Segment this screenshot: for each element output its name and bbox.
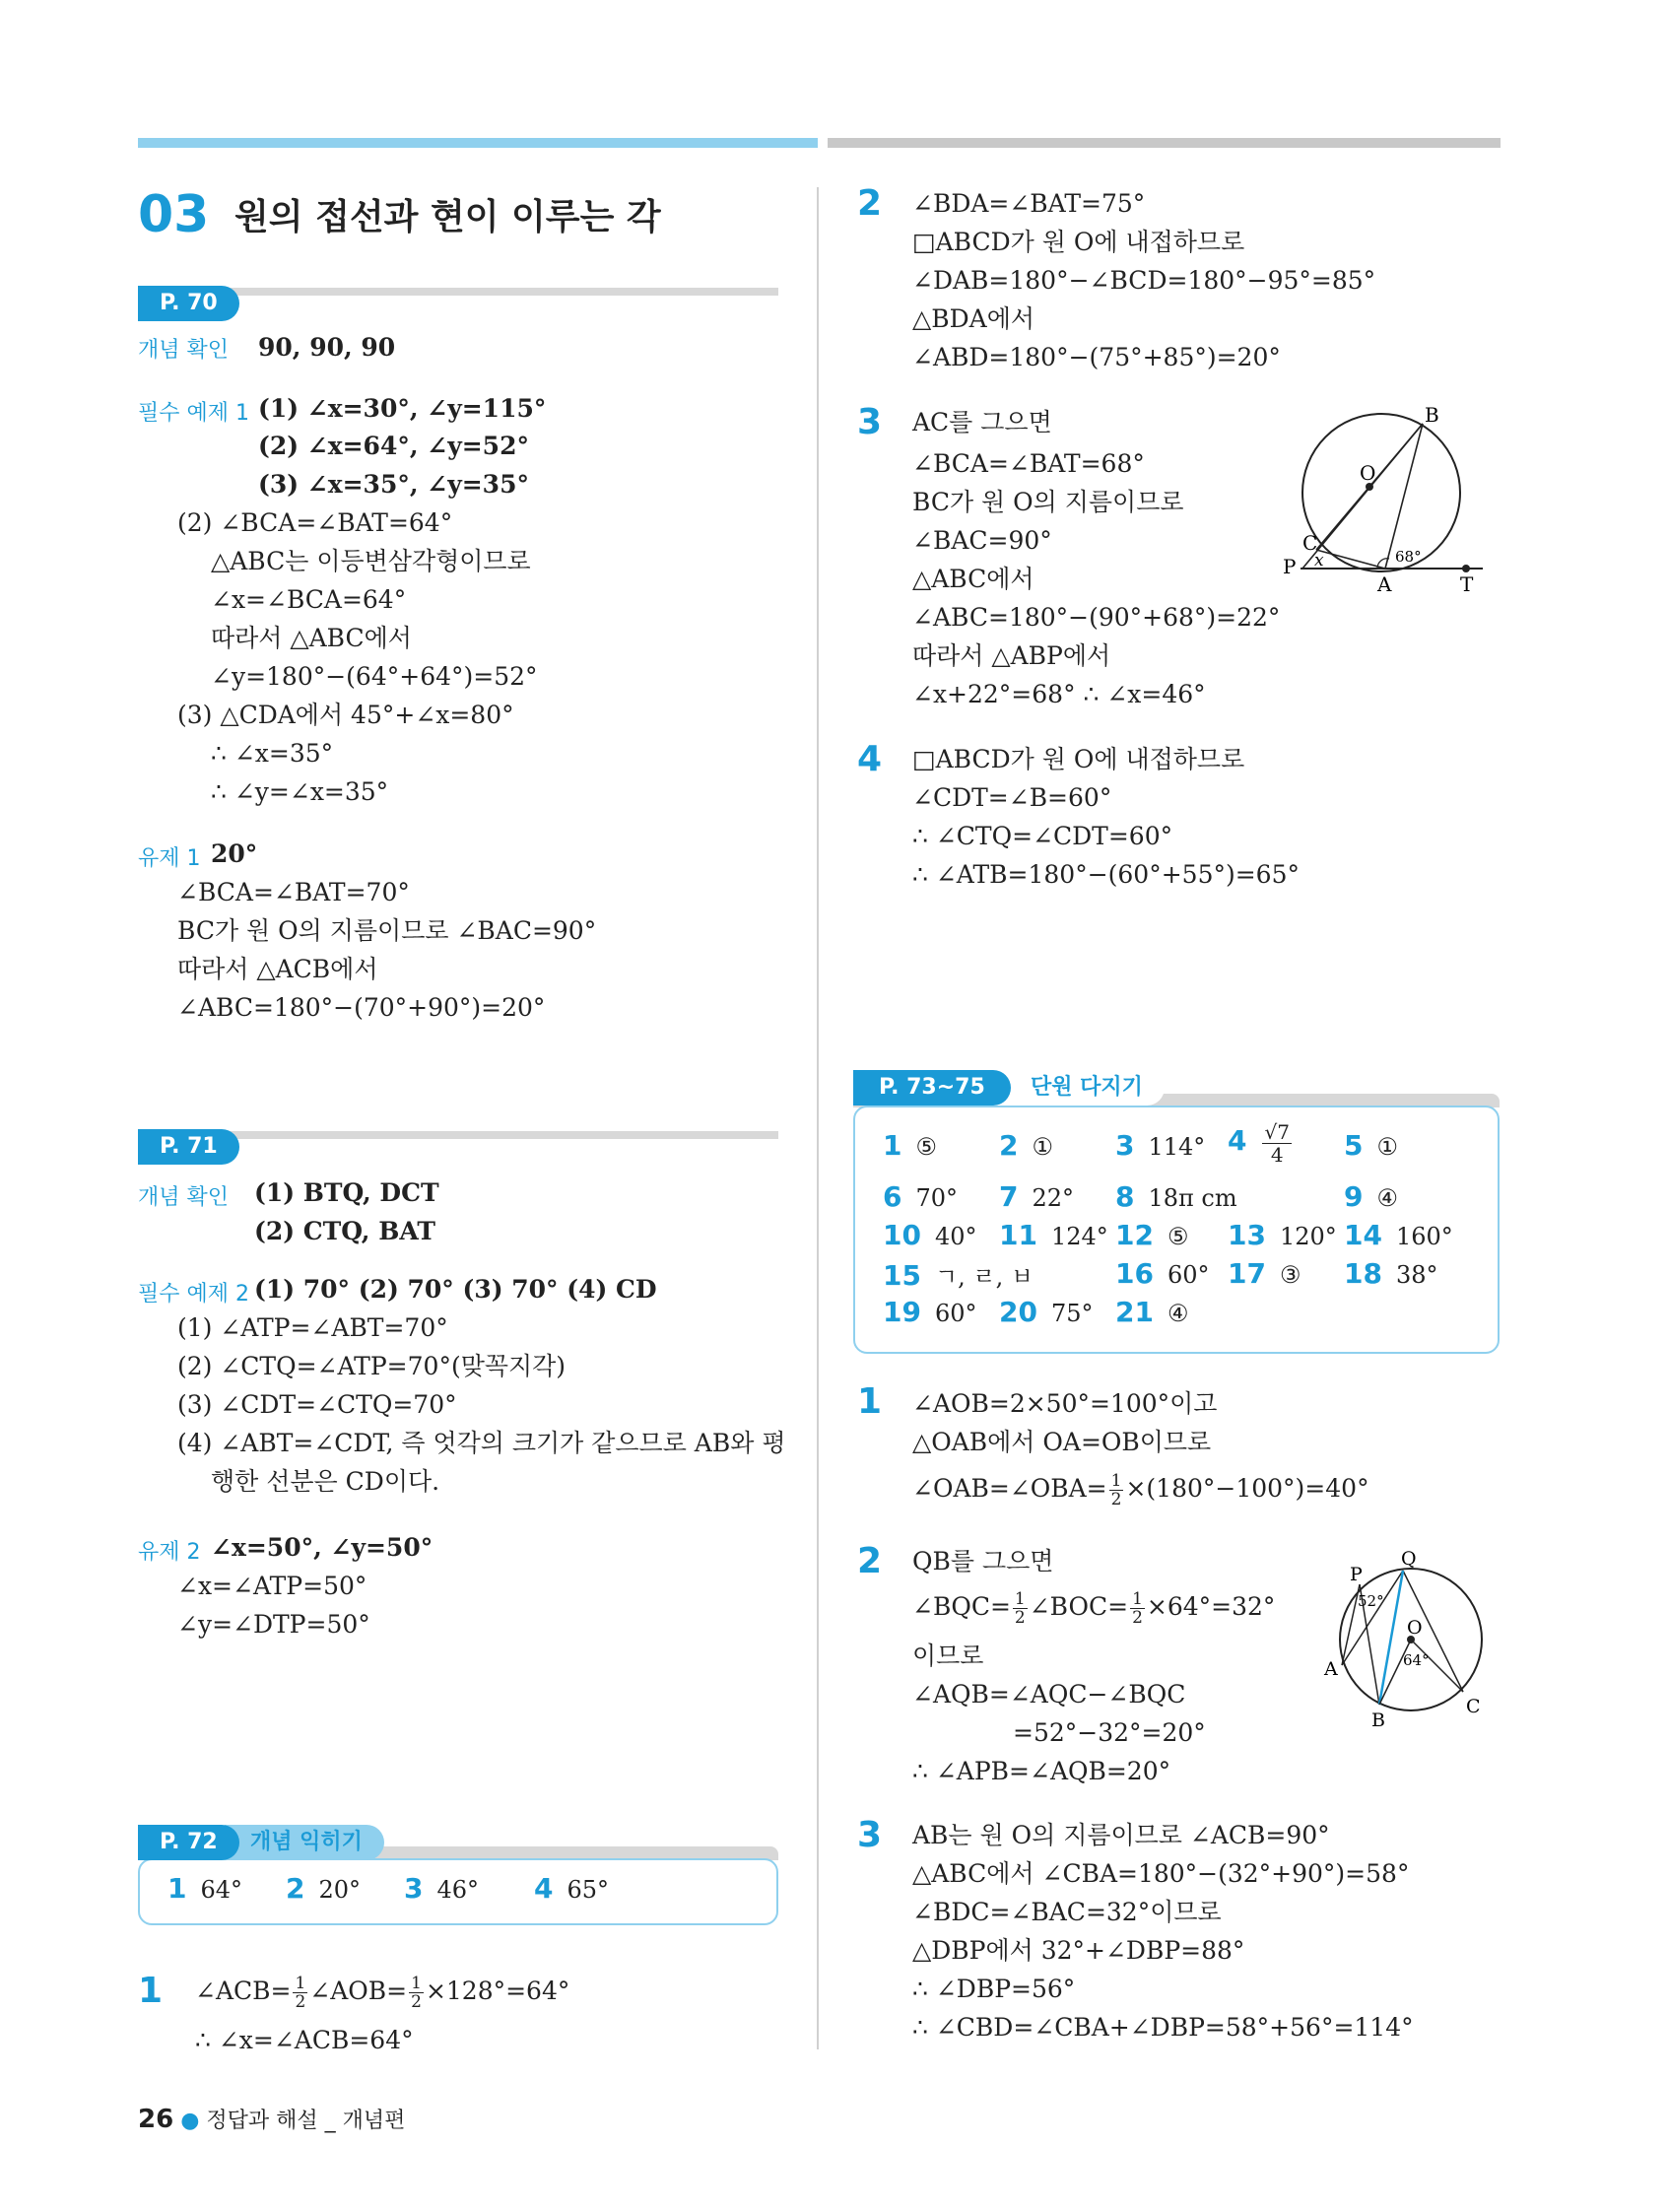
fig1-label-B: B bbox=[1425, 406, 1439, 427]
p72-ans-4: 4 65° bbox=[534, 1872, 610, 1905]
p70-concept-label: 개념 확인 bbox=[138, 338, 230, 363]
footer-bullet-icon: ● bbox=[180, 2109, 207, 2133]
r-u3-line-4: △DBP에서 32°+∠DBP=88° bbox=[912, 1936, 1245, 1965]
r-s2-number: 2 bbox=[857, 183, 883, 224]
p70-ex1-sol-1: (2) ∠BCA=∠BAT=64° bbox=[177, 508, 453, 537]
r-u1-line-3: ∠OAB=∠OBA= $\frac{1}{2}$ ×(180°−100°)=40° bbox=[912, 1471, 1369, 1509]
circle-tangent-figure-1 bbox=[1281, 406, 1498, 603]
p72-ans-1: 1 64° bbox=[167, 1872, 243, 1905]
p70-ex1-ans-2: (2) ∠x=64°, ∠y=52° bbox=[258, 432, 529, 460]
p70-ex1-sol-5: ∠y=180°−(64°+64°)=52° bbox=[211, 662, 538, 691]
p73-ans-12: 12 ⑤ bbox=[1115, 1219, 1189, 1251]
r-u2-line-6: ∴ ∠APB=∠AQB=20° bbox=[912, 1757, 1171, 1785]
fig2-angle-52: 52° bbox=[1358, 1592, 1384, 1610]
p73-ans-16: 16 60° bbox=[1115, 1257, 1210, 1290]
r-s3-line-1: AC를 그으면 bbox=[912, 408, 1052, 436]
p70-ex1-sol-6: (3) △CDA에서 45°+∠x=80° bbox=[177, 701, 514, 729]
p71-ex2-sol-5: 행한 선분은 CD이다. bbox=[211, 1467, 440, 1496]
r-u3-line-1: AB는 원 O의 지름이므로 ∠ACB=90° bbox=[912, 1821, 1330, 1849]
p71-tag: P. 71 bbox=[138, 1129, 239, 1165]
chapter-number: 03 bbox=[138, 185, 210, 244]
r-s3-line-4: ∠BAC=90° bbox=[912, 526, 1052, 555]
footer-text: 정답과 해설 _ 개념편 bbox=[206, 2109, 406, 2133]
p71-q2-label: 유제 2 bbox=[138, 1540, 201, 1565]
r-u1-line-2: △OAB에서 OA=OB이므로 bbox=[912, 1428, 1212, 1456]
circle-chord-figure-2 bbox=[1320, 1549, 1498, 1736]
p73-ans-19: 19 60° bbox=[883, 1296, 977, 1328]
p73-ans-2: 2 ① bbox=[999, 1129, 1053, 1162]
r-s3-line-2: ∠BCA=∠BAT=68° bbox=[912, 449, 1145, 478]
half-fraction: $\frac{1}{2}$ bbox=[295, 1974, 306, 2012]
fig1-label-T: T bbox=[1460, 572, 1474, 596]
p72-sol1-number: 1 bbox=[138, 1971, 164, 2011]
p73-ans-14: 14 160° bbox=[1344, 1219, 1453, 1251]
r-s3-line-3: BC가 원 O의 지름이므로 bbox=[912, 488, 1184, 516]
p71-concept-ans-1: (1) BTQ, DCT bbox=[254, 1178, 439, 1207]
p72-answer-box bbox=[138, 1858, 778, 1925]
p73-ans-20: 20 75° bbox=[999, 1296, 1094, 1328]
r-u2-line-5: =52°−32°=20° bbox=[1013, 1718, 1206, 1747]
half-fraction: $\frac{1}{2}$ bbox=[1132, 1589, 1143, 1628]
half-fraction: $\frac{1}{2}$ bbox=[1014, 1589, 1026, 1628]
p72-sol1-line2: ∴ ∠x=∠ACB=64° bbox=[195, 2026, 414, 2054]
r-u3-line-6: ∴ ∠CBD=∠CBA+∠DBP=58°+56°=114° bbox=[912, 2013, 1414, 2042]
fig2-label-A: A bbox=[1324, 1658, 1338, 1680]
r-u2-line-4: ∠AQB=∠AQC−∠BQC bbox=[912, 1680, 1186, 1709]
p70-ex1-sol-4: 따라서 △ABC에서 bbox=[211, 624, 412, 652]
r-u2-number: 2 bbox=[857, 1541, 883, 1581]
p72-subtag: 개념 익히기 bbox=[225, 1825, 384, 1860]
fig1-label-O: O bbox=[1360, 461, 1376, 485]
p72-sol1-line1: ∠ACB= $\frac{1}{2}$ ∠AOB= $\frac{1}{2}$ ×128°=64° bbox=[195, 1974, 570, 2012]
p71-ex2-answer: (1) 70° (2) 70° (3) 70° (4) CD bbox=[254, 1275, 657, 1304]
page-footer bbox=[138, 2104, 405, 2134]
r-u2-line-2: ∠BQC= $\frac{1}{2}$ ∠BOC= $\frac{1}{2}$ ×64°=32° bbox=[912, 1589, 1276, 1628]
r-u2-line-1: QB를 그으면 bbox=[912, 1547, 1054, 1575]
p73-ans-1: 1 ⑤ bbox=[883, 1129, 937, 1162]
p70-ex1-ans-1: (1) ∠x=30°, ∠y=115° bbox=[258, 394, 547, 423]
p73-ans-13: 13 120° bbox=[1228, 1219, 1337, 1251]
r-s2-line-3: ∠DAB=180°−∠BCD=180°−95°=85° bbox=[912, 266, 1376, 295]
r-s3-line-5: △ABC에서 bbox=[912, 565, 1034, 593]
top-bar-left bbox=[138, 138, 818, 148]
p71-ex2-label: 필수 예제 2 bbox=[138, 1282, 249, 1307]
r-s2-line-5: ∠ABD=180°−(75°+85°)=20° bbox=[912, 343, 1281, 371]
p70-ex1-label: 필수 예제 1 bbox=[138, 401, 249, 426]
p71-q2-sol-2: ∠y=∠DTP=50° bbox=[177, 1610, 370, 1639]
fig1-label-angle: 68° bbox=[1395, 548, 1422, 566]
page-title: 원의 접선과 현이 이루는 각 bbox=[234, 197, 661, 237]
p70-tag: P. 70 bbox=[138, 286, 239, 321]
p70-q1-sol-2: BC가 원 O의 지름이므로 ∠BAC=90° bbox=[177, 916, 597, 945]
r-s3-line-7: 따라서 △ABP에서 bbox=[912, 641, 1111, 670]
p71-ex2-sol-2: (2) ∠CTQ=∠ATP=70°(맞꼭지각) bbox=[177, 1352, 567, 1380]
p73-answer-box bbox=[853, 1106, 1500, 1354]
p73-tag: P. 73~75 bbox=[853, 1070, 1011, 1106]
p73-ans-15: 15 ㄱ, ㄹ, ㅂ bbox=[883, 1259, 1034, 1292]
p70-ex1-sol-8: ∴ ∠y=∠x=35° bbox=[211, 777, 389, 806]
r-s4-line-4: ∴ ∠ATB=180°−(60°+55°)=65° bbox=[912, 860, 1300, 889]
p71-rule bbox=[217, 1131, 778, 1139]
p72-tag: P. 72 bbox=[138, 1825, 239, 1860]
p70-concept-answer: 90, 90, 90 bbox=[258, 333, 396, 362]
half-fraction: $\frac{1}{2}$ bbox=[411, 1974, 422, 2012]
p70-q1-sol-1: ∠BCA=∠BAT=70° bbox=[177, 878, 410, 906]
p70-ex1-sol-3: ∠x=∠BCA=64° bbox=[211, 585, 407, 614]
fig1-label-A: A bbox=[1377, 572, 1392, 596]
p73-ans-6: 6 70° bbox=[883, 1180, 959, 1213]
p70-ex1-sol-7: ∴ ∠x=35° bbox=[211, 739, 334, 768]
p71-q2-sol-1: ∠x=∠ATP=50° bbox=[177, 1572, 367, 1600]
p71-ex2-sol-3: (3) ∠CDT=∠CTQ=70° bbox=[177, 1390, 457, 1419]
p72-ans-2: 2 20° bbox=[286, 1872, 362, 1905]
r-s3-line-8: ∠x+22°=68° ∴ ∠x=46° bbox=[912, 680, 1206, 708]
p71-q2-answer: ∠x=50°, ∠y=50° bbox=[211, 1533, 434, 1562]
p70-q1-sol-3: 따라서 △ACB에서 bbox=[177, 955, 378, 983]
r-u1-line-1: ∠AOB=2×50°=100°이고 bbox=[912, 1389, 1218, 1418]
r-u2-line-3: 이므로 bbox=[912, 1642, 984, 1670]
p73-ans-3: 3 114° bbox=[1115, 1129, 1206, 1162]
p70-q1-sol-4: ∠ABC=180°−(70°+90°)=20° bbox=[177, 993, 546, 1022]
p73-ans-7: 7 22° bbox=[999, 1180, 1075, 1213]
p73-subtag: 단원 다지기 bbox=[989, 1070, 1165, 1106]
column-divider bbox=[817, 187, 819, 2049]
p72-ans-3: 3 46° bbox=[404, 1872, 480, 1905]
r-u3-line-5: ∴ ∠DBP=56° bbox=[912, 1975, 1076, 2003]
p70-ex1-sol-2: △ABC는 이등변삼각형이므로 bbox=[211, 547, 531, 575]
r-s4-line-2: ∠CDT=∠B=60° bbox=[912, 783, 1112, 812]
fig1-label-P: P bbox=[1283, 555, 1297, 578]
r-u3-number: 3 bbox=[857, 1815, 883, 1855]
r-s2-line-1: ∠BDA=∠BAT=75° bbox=[912, 189, 1146, 218]
p70-q1-label: 유제 1 bbox=[138, 846, 201, 871]
p73-ans-9: 9 ④ bbox=[1344, 1180, 1398, 1213]
r-s2-line-2: □ABCD가 원 O에 내접하므로 bbox=[912, 228, 1245, 256]
p71-concept-ans-2: (2) CTQ, BAT bbox=[254, 1217, 435, 1245]
r-u3-line-2: △ABC에서 ∠CBA=180°−(32°+90°)=58° bbox=[912, 1859, 1410, 1888]
sqrt7-over-4-fraction: $\frac{√7}{4}$ bbox=[1264, 1120, 1290, 1167]
r-s4-number: 4 bbox=[857, 739, 883, 779]
fig2-angle-64: 64° bbox=[1403, 1651, 1430, 1669]
r-s4-line-1: □ABCD가 원 O에 내접하므로 bbox=[912, 745, 1245, 773]
p73-ans-17: 17 ③ bbox=[1228, 1257, 1301, 1290]
p71-ex2-sol-1: (1) ∠ATP=∠ABT=70° bbox=[177, 1313, 448, 1342]
p71-concept-label: 개념 확인 bbox=[138, 1185, 230, 1210]
p73-ans-11: 11 124° bbox=[999, 1219, 1108, 1251]
fig2-label-O: O bbox=[1407, 1617, 1423, 1639]
p73-ans-4: 4 $\frac{√7}{4}$ bbox=[1228, 1120, 1290, 1167]
top-bar-right bbox=[828, 138, 1501, 148]
fig2-label-Q: Q bbox=[1401, 1549, 1417, 1570]
r-s3-line-6: ∠ABC=180°−(90°+68°)=22° bbox=[912, 603, 1281, 632]
p70-ex1-ans-3: (3) ∠x=35°, ∠y=35° bbox=[258, 470, 529, 499]
p73-ans-21: 21 ④ bbox=[1115, 1296, 1189, 1328]
p73-ans-8: 8 18π cm bbox=[1115, 1180, 1237, 1213]
r-u1-number: 1 bbox=[857, 1381, 883, 1422]
fig1-label-x: x bbox=[1314, 551, 1324, 570]
p73-ans-10: 10 40° bbox=[883, 1219, 977, 1251]
r-s4-line-3: ∴ ∠CTQ=∠CDT=60° bbox=[912, 822, 1173, 850]
p73-ans-18: 18 38° bbox=[1344, 1257, 1438, 1290]
fig2-label-C: C bbox=[1466, 1696, 1481, 1717]
fig1-label-C: C bbox=[1302, 531, 1318, 555]
half-fraction: $\frac{1}{2}$ bbox=[1110, 1471, 1122, 1509]
p73-ans-5: 5 ① bbox=[1344, 1129, 1398, 1162]
page-number: 26 bbox=[138, 2105, 174, 2134]
r-s2-line-4: △BDA에서 bbox=[912, 304, 1034, 333]
p70-q1-answer: 20° bbox=[211, 839, 258, 868]
fig2-label-B: B bbox=[1371, 1709, 1385, 1731]
p70-rule bbox=[217, 288, 778, 296]
r-s3-number: 3 bbox=[857, 402, 883, 442]
r-u3-line-3: ∠BDC=∠BAC=32°이므로 bbox=[912, 1898, 1222, 1926]
p71-ex2-sol-4: (4) ∠ABT=∠CDT, 즉 엇각의 크기가 같으므로 AB와 평 bbox=[177, 1429, 786, 1457]
fig2-label-P: P bbox=[1350, 1564, 1363, 1585]
